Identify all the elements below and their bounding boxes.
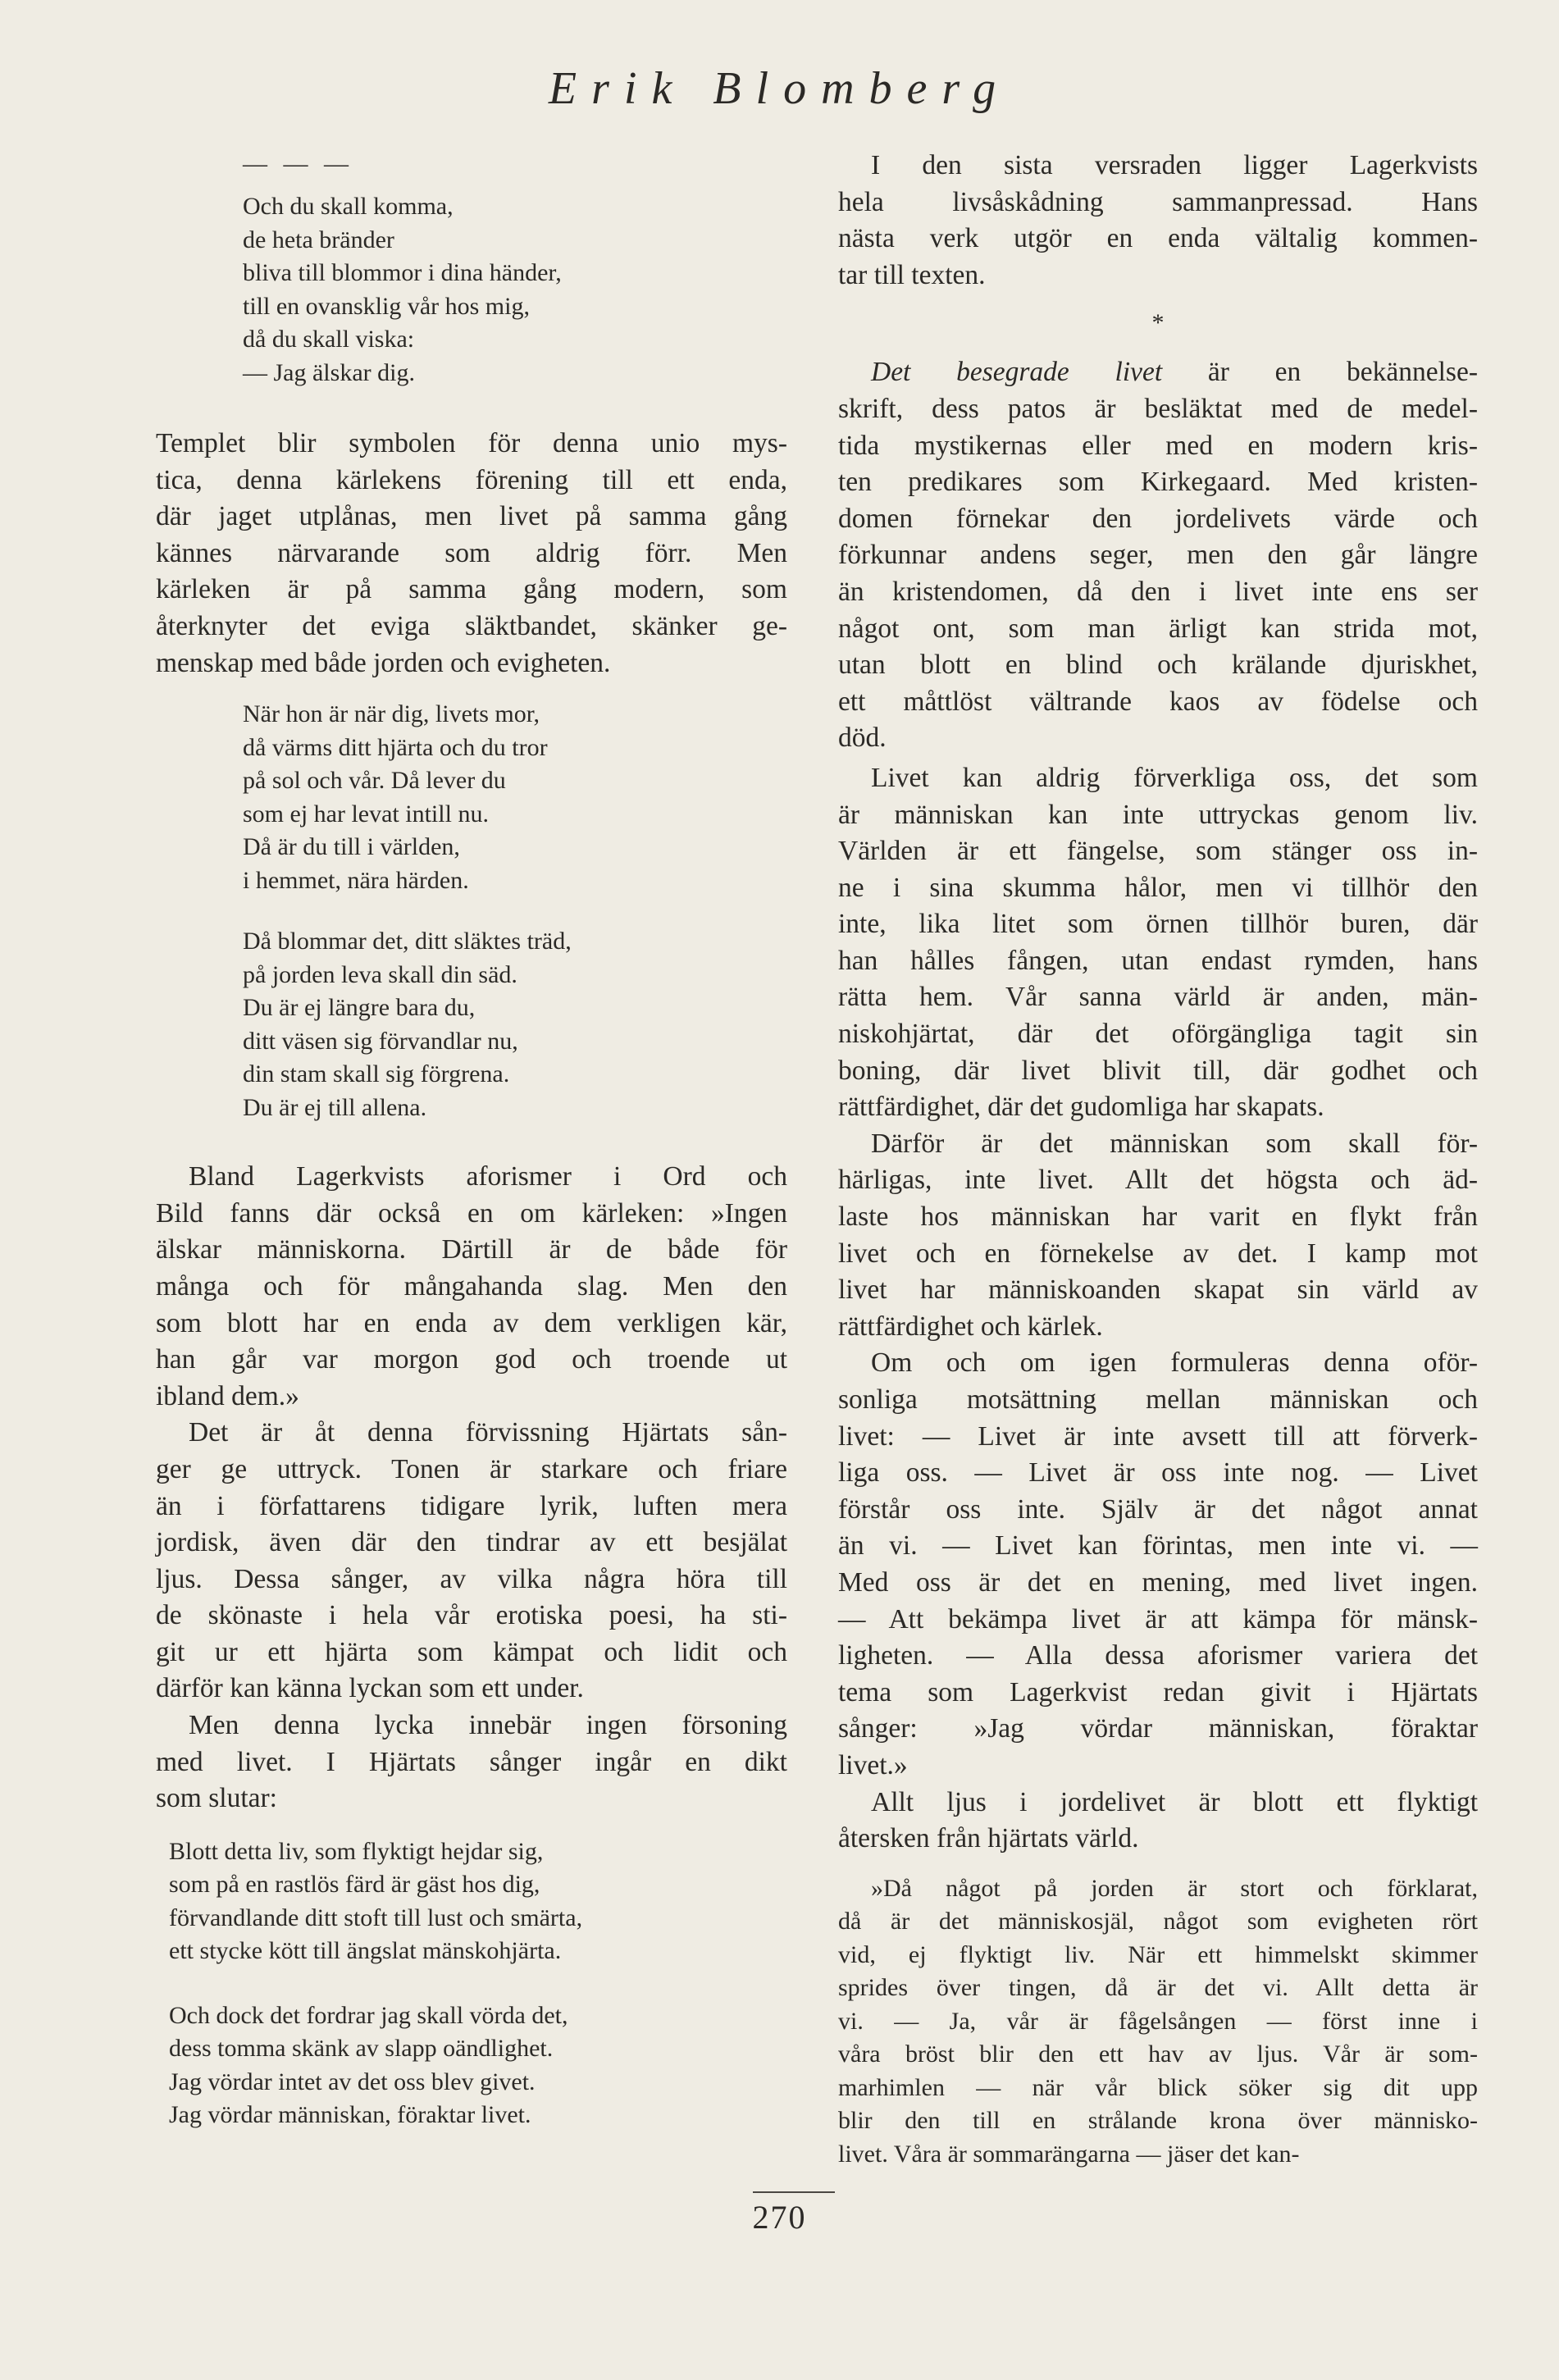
text-line: än vi. — Livet kan förintas, men inte vi. — [838, 1530, 1478, 1562]
text-line: hela livsåskådning sammanpressad. Hans [838, 186, 1478, 217]
text-line: våra bröst blir den ett hav av ljus. Vår är som- [838, 2040, 1478, 2068]
text-line: ten predikares som Kirkegaard. Med kristen- [838, 467, 1478, 498]
text-line: härligas, inte livet. Allt det högsta och äd- [838, 1165, 1478, 1196]
verse-line: Och du skall komma, [243, 193, 454, 220]
text-line: Bland Lagerkvists aforismer i Ord och [189, 1161, 787, 1192]
text-line: jordisk, även där den tindrar av ett besjälat [156, 1527, 787, 1558]
poem-stanza-3 [243, 925, 787, 1124]
text-line: med livet. I Hjärtats sånger ingår en dikt [156, 1746, 787, 1777]
verse-line: Då är du till i världen, [243, 833, 460, 861]
text-line: något ont, som man ärligt kan strida mot, [838, 613, 1478, 644]
text-line: tida mystikernas eller med en modern kris- [838, 430, 1478, 461]
paragraph-forhärligas [838, 1126, 1478, 1346]
paragraph-fangelse [838, 760, 1478, 1126]
paragraph-allt-ljus [838, 1785, 1478, 1858]
text-line: skrift, dess patos är besläktat med de medel- [838, 393, 1478, 424]
section-asterisk: * [1151, 309, 1165, 337]
text-line: domen förnekar den jordelivets värde och [838, 503, 1478, 534]
text-line: livet: — Livet är inte avsett till att förverk- [838, 1420, 1478, 1452]
text-line: ligheten. — Alla dessa aforismer variera det [838, 1640, 1478, 1671]
text-line: tica, denna kärlekens förening till ett enda, [156, 464, 787, 495]
paragraph-unio-mystica [156, 426, 787, 682]
paragraph-aforismer [156, 1159, 787, 1415]
paragraph-body [838, 391, 1478, 757]
text-line: Världen är ett fängelse, som stänger oss in- [838, 836, 1478, 867]
poem-stanza-2 [243, 698, 787, 897]
text-line: rätta hem. Vår sanna värld är anden, män- [838, 982, 1478, 1013]
footer-rule [753, 2191, 835, 2193]
text-line: marhimlen — när vår blick söker sig dit upp [838, 2073, 1478, 2101]
verse-line: till en ovansklig vår hos mig, [243, 292, 530, 320]
text-line: då är det människosjäl, något som evigheten rört [838, 1908, 1478, 1935]
text-line: återknyter det eviga släktbandet, skänker ge- [156, 610, 787, 641]
verse-line: på jorden leva skall din säd. [243, 960, 517, 988]
text-line: tema som Lagerkvist redan givit i Hjärtats [838, 1676, 1478, 1707]
text-line: de skönaste i hela vår erotiska poesi, ha sti- [156, 1600, 787, 1631]
text-line: än kristendomen, då den i livet inte ens ser [838, 576, 1478, 607]
verse-line: Och dock det fordrar jag skall vörda det, [169, 2001, 568, 2029]
text-line: han går var morgon god och troende ut [156, 1344, 787, 1375]
first-line-rest: är en bekännelse- [1207, 357, 1478, 388]
text-line: är människan kan inte uttryckas genom liv. [838, 799, 1478, 830]
verse-line: då du skall viska: [243, 326, 415, 353]
verse-line: dess tomma skänk av slapp oändlighet. [169, 2035, 554, 2063]
paragraph-forsoning [156, 1707, 787, 1817]
text-line: Men denna lycka innebär ingen försoning [189, 1710, 787, 1741]
text-line: livet och en förnekelse av det. I kamp mot [838, 1238, 1478, 1269]
text-line: boning, där livet blivit till, där godhet och [838, 1055, 1478, 1086]
text-line: ne i sina skumma hålor, men vi tillhör den [838, 872, 1478, 903]
text-line: I den sista versraden ligger Lagerkvists [871, 150, 1478, 180]
text-line: livet. Våra är sommarängarna — jäser det kan- [838, 2140, 1300, 2168]
text-line: Om och om igen formuleras denna oför- [871, 1347, 1478, 1379]
verse-line: Du är ej längre bara du, [243, 994, 476, 1022]
text-line: ett måttlöst vältrande kaos av födelse och [838, 686, 1478, 717]
quotation-block [838, 1872, 1478, 2172]
text-line: niskohjärtat, där det oförgängliga tagit sin [838, 1019, 1478, 1050]
text-line: sonliga motsättning mellan människan och [838, 1384, 1478, 1415]
text-line: ljus. Dessa sånger, av vilka några höra till [156, 1563, 787, 1594]
text-line: »Då något på jorden är stort och förklarat, [871, 1874, 1478, 1902]
text-line: blir den till en strålande krona över människo- [838, 2107, 1478, 2135]
verse-line: bliva till blommor i dina händer, [243, 259, 562, 286]
verse-line: Jag vördar människan, föraktar livet. [169, 2101, 531, 2129]
text-line: ger ge uttryck. Tonen är starkare och friare [156, 1453, 787, 1484]
text-line: Bild fanns där också en om kärleken: »Ingen [156, 1197, 787, 1229]
text-line: än i författarens tidigare lyrik, luften mera [156, 1490, 787, 1521]
running-header: Erik Blomberg [548, 63, 1011, 114]
verse-line: När hon är när dig, livets mor, [243, 700, 540, 728]
paragraph-versraden [838, 148, 1478, 294]
text-line: sånger: »Jag vördar människan, föraktar [838, 1713, 1478, 1744]
verse-line: på sol och vår. Då lever du [243, 767, 506, 795]
text-line: Livet kan aldrig förverkliga oss, det som [871, 762, 1478, 793]
text-line: återsken från hjärtats värld. [838, 1823, 1139, 1854]
right-column [838, 148, 1478, 2171]
verse-line: ditt väsen sig förvandlar nu, [243, 1027, 518, 1055]
verse-line: Jag vördar intet av det oss blev givet. [169, 2068, 536, 2095]
text-line: — Att bekämpa livet är att kämpa för mänsk- [838, 1603, 1478, 1635]
left-column [156, 148, 787, 2132]
verse-line: i hemmet, nära härden. [243, 866, 469, 894]
text-line: liga oss. — Livet är oss inte nog. — Livet [838, 1457, 1478, 1489]
text-line: Allt ljus i jordelivet är blott ett flyktigt [871, 1786, 1478, 1817]
verse-line: ett stycke kött till ängslat mänskohjärta. [169, 1937, 562, 1965]
text-line: git ur ett hjärta som kämpat och lidit och [156, 1636, 787, 1667]
text-line: Templet blir symbolen för denna unio mys- [156, 428, 787, 458]
text-line: förstår oss inte. Själv är det något annat [838, 1493, 1478, 1525]
paragraph-first-line [838, 354, 1478, 391]
text-line: tar till texten. [838, 259, 986, 290]
text-line: rättfärdighet, där det gudomliga har skapats. [838, 1092, 1324, 1123]
paragraph-hjartats-sanger [156, 1415, 787, 1707]
text-line: sprides över tingen, då är det vi. Allt detta är [838, 1974, 1478, 2002]
text-line: som blott har en enda av dem verkligen kär, [156, 1307, 787, 1338]
verse-line: — Jag älskar dig. [243, 358, 415, 386]
text-line: laste hos människan har varit en flykt från [838, 1201, 1478, 1233]
text-line: Därför är det människan som skall för- [871, 1128, 1478, 1159]
verse-line: som ej har levat intill nu. [243, 800, 489, 828]
paragraph-motsattning [838, 1345, 1478, 1784]
text-line: han hålles fången, utan endast rymden, hans [838, 945, 1478, 976]
text-line: livet.» [838, 1749, 908, 1780]
page-number: 270 [752, 2199, 807, 2236]
text-line: förkunnar andens seger, men den går längre [838, 540, 1478, 571]
text-line: där jaget utplånas, men livet på samma gång [156, 501, 787, 532]
verse-line: som på en rastlös färd är gäst hos dig, [169, 1871, 540, 1899]
text-line: kärleken är på samma gång modern, som [156, 574, 787, 605]
verse-line: Då blommar det, ditt släktes träd, [243, 928, 572, 955]
book-title: Det besegrade livet [871, 357, 1163, 388]
text-line: vid, ej flyktigt liv. När ett himmelskt skimmer [838, 1940, 1478, 1968]
text-line: menskap med både jorden och evigheten. [156, 647, 611, 678]
verse-line: Blott detta liv, som flyktigt hejdar sig, [169, 1837, 544, 1865]
text-line: livet har människoanden skapat sin värld av [838, 1274, 1478, 1306]
text-line: nästa verk utgör en enda vältalig kommen- [838, 223, 1478, 254]
text-line: kännes närvarande som aldrig förr. Men [156, 537, 787, 568]
text-line: Det är åt denna förvissning Hjärtats sån- [189, 1417, 787, 1448]
text-line: ibland dem.» [156, 1380, 299, 1411]
poem-stanza-5 [169, 1999, 787, 2132]
verse-line: de heta bränder [243, 226, 394, 253]
text-line: utan blott en blind och krälande djuriskhet, [838, 650, 1478, 681]
poem-stanza-1 [243, 190, 787, 390]
text-line: vi. — Ja, vår är fågelsången — först inne i [838, 2007, 1478, 2035]
verse-line: din stam skall sig förgrena. [243, 1060, 510, 1088]
text-line: Med oss är det en mening, med livet ingen. [838, 1566, 1478, 1598]
text-line: många och för mångahanda slag. Men den [156, 1270, 787, 1302]
text-line: rättfärdighet och kärlek. [838, 1311, 1103, 1342]
text-line: död. [838, 723, 887, 754]
text-line: inte, lika litet som örnen tillhör buren, där [838, 909, 1478, 940]
verse-line: då värms ditt hjärta och du tror [243, 733, 548, 761]
verse-line: Du är ej till allena. [243, 1093, 427, 1121]
poem-stanza-4 [169, 1835, 787, 1968]
verse-line: förvandlande ditt stoft till lust och smärta, [169, 1904, 583, 1931]
text-line: som slutar: [156, 1783, 277, 1814]
text-line: älskar människorna. Därtill är de både för [156, 1234, 787, 1265]
section-dashes: — — — [243, 150, 353, 177]
paragraph-besegrade-livet [838, 354, 1478, 757]
text-line: därför kan känna lyckan som ett under. [156, 1673, 584, 1704]
